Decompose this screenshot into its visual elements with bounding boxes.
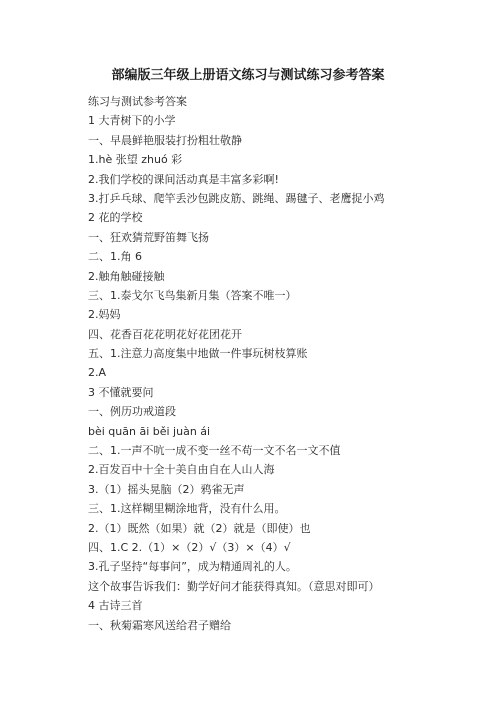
answer-line: 1.hè 张望 zhuó 彩 xyxy=(88,153,183,167)
answer-line: 2.（1）既然（如果）就（2）就是（即使）也 xyxy=(88,521,311,535)
document-title: 部编版三年级上册语文练习与测试练习参考答案 xyxy=(111,68,385,83)
answer-line: 一、狂欢猜荒野笛舞飞扬 xyxy=(88,230,209,244)
answer-line: 3 不懂就要问 xyxy=(88,385,154,399)
answer-line: 五、1.注意力高度集中地做一件事玩树枝算账 xyxy=(88,347,308,361)
answer-line: 四、花香百花花明花好花团花开 xyxy=(88,327,242,341)
answer-line: 4 古诗三首 xyxy=(88,599,143,613)
answer-line: 一、例历功戒道段 xyxy=(88,405,176,419)
answer-line: 2.触角触碰接触 xyxy=(88,269,165,283)
answer-line: bèi quān āi běi juàn ái xyxy=(88,424,211,438)
answer-line: 2.我们学校的课间活动真是丰富多彩啊! xyxy=(88,172,279,186)
answer-line: 四、1.C 2.（1）×（2）√（3）×（4）√ xyxy=(88,540,291,554)
answer-line: 2.妈妈 xyxy=(88,308,121,322)
answer-line: 三、1.泰戈尔飞鸟集新月集（答案不唯一） xyxy=(88,288,297,302)
answer-line: 2.A xyxy=(88,366,107,380)
answer-line: 3.打乒乓球、爬竿丢沙包跳皮筋、跳绳、踢毽子、老鹰捉小鸡 xyxy=(88,191,385,205)
answer-line: 二、1.角 6 xyxy=(88,250,142,264)
answer-line: 1 大青树下的小学 xyxy=(88,114,176,128)
answer-list xyxy=(88,92,468,635)
answer-line: 练习与测试参考答案 xyxy=(88,95,187,108)
answer-line: 3.（1）摇头晃脑（2）鸦雀无声 xyxy=(88,482,245,496)
answer-line: 2.百发百中十全十美自由自在人山人海 xyxy=(88,463,275,477)
answer-line: 2 花的学校 xyxy=(88,211,143,225)
answer-line: 一、早晨鲜艳服装打扮粗壮敬静 xyxy=(88,133,242,147)
answer-line: 3.孔子坚持“每事问”，成为精通周礼的人。 xyxy=(88,560,297,574)
answer-line: 这个故事告诉我们：勤学好问才能获得真知。（意思对即可） xyxy=(88,579,380,593)
answer-line: 三、1.这样糊里糊涂地背，没有什么用。 xyxy=(88,502,286,516)
answer-line: 一、秋菊霜寒风送给君子赠给 xyxy=(88,618,231,632)
answer-line: 二、1.一声不吭一成不变一丝不苟一文不名一文不值 xyxy=(88,444,341,458)
